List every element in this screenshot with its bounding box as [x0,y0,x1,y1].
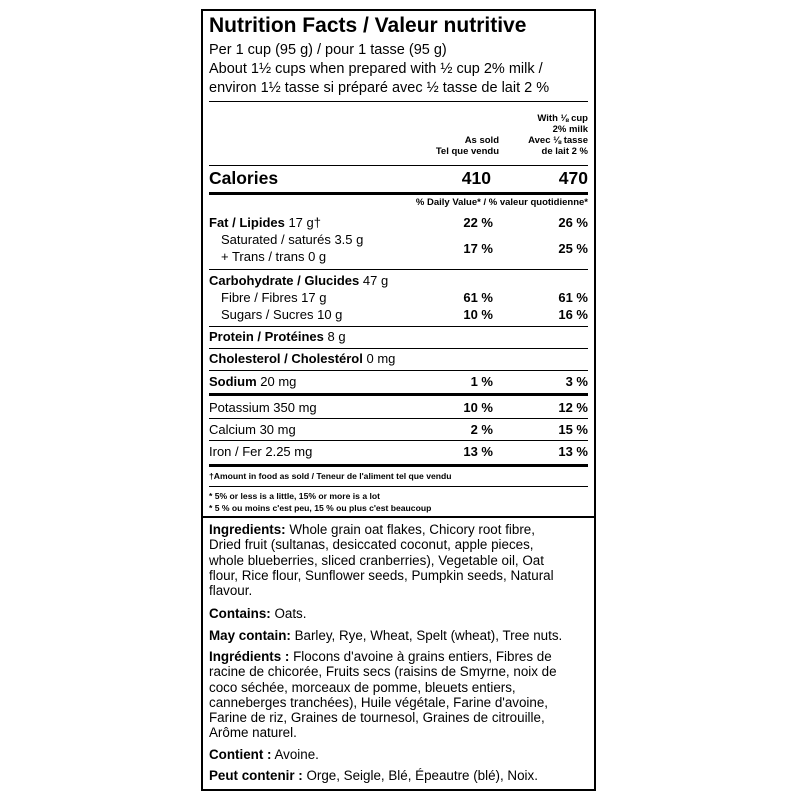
iron-as-sold-dv: 13 % [463,444,493,459]
sodium-amount: 20 mg [256,374,297,389]
sugars-label: Sugars / Sucres 10 g [221,307,343,322]
ingredients-fr-line: racine de chicorée, Fruits secs (raisins de Smyrne, noix de [209,664,557,680]
fat-row [209,214,588,231]
carbohydrate-label: Carbohydrate / Glucides [209,273,360,288]
section-border [203,516,594,518]
divider-thick [209,464,588,467]
calories-with-milk: 470 [558,168,588,188]
ingredients-fr-label: Ingrédients : [209,649,290,664]
calcium-as-sold-dv: 2 % [470,422,493,437]
fibre-as-sold-dv: 61 % [463,290,493,305]
nutrition-facts-panel [201,9,596,791]
iron-with-milk-dv: 13 % [558,444,588,459]
contains-line [209,606,586,621]
ingredients-en-line: flavour. [209,583,253,599]
fibre-row [209,289,588,306]
sat-trans-dv [209,240,588,257]
footnote-dagger: †Amount in food as sold / Teneur de l'aliment tel que vendu [209,471,452,481]
ingredients-en-label: Ingredients: [209,522,286,537]
with-milk-line: 2% milk [552,124,588,135]
ingredients-fr-line: Arôme naturel. [209,725,297,741]
sodium-as-sold-dv: 1 % [470,374,493,389]
column-header-as-sold [436,135,499,157]
calcium-row [209,421,588,438]
may-contain-text: Barley, Rye, Wheat, Spelt (wheat), Tree nuts. [290,628,563,643]
cholesterol-label: Cholesterol / Cholestérol [209,351,363,366]
may-contain-label: May contain: [209,628,291,643]
footnote-daily-value-en: * 5% or less is a little, 15% or more is a lot [209,491,380,501]
divider [209,326,588,327]
column-header-with-milk [528,113,588,157]
fat-with-milk-dv: 26 % [558,215,588,230]
potassium-row [209,399,588,416]
peut-contenir-label: Peut contenir : [209,768,303,783]
divider [209,418,588,419]
cholesterol-row [209,350,588,367]
calories-as-sold: 410 [461,168,491,188]
ingredients-en-line: Dried fruit (sultanas, desiccated coconut, apple pieces, [209,537,534,553]
fat-amount: 17 g† [284,215,321,230]
saturated-label: Saturated / saturés 3.5 g [221,232,364,247]
contains-text: Oats. [270,606,307,621]
contient-text: Avoine. [271,747,319,762]
ingredients-fr-line: coco séchée, morceaux de pomme, bleuets entiers, [209,679,516,695]
iron-row [209,443,588,460]
as-sold-fr: Tel que vendu [435,146,499,157]
ingredients-fr-line: Flocons d'avoine à grains entiers, Fibres de [289,649,552,664]
ingredients-fr-line: Farine de riz, Graines de tournesol, Graines de citrouille, [209,710,545,726]
with-milk-line: Avec ⅛ tasse [528,135,588,146]
panel-title: Nutrition Facts / Valeur nutritive [209,14,527,37]
carbohydrate-row [209,272,588,289]
contient-line [209,747,586,762]
divider [209,486,588,487]
cholesterol-amount: 0 mg [362,351,396,366]
ingredients-en-line: flour, Rice flour, Sunflower seeds, Pumpkin seeds, Natural [209,567,554,583]
contient-label: Contient : [209,747,272,762]
contains-label: Contains: [209,606,271,621]
may-contain-line [209,628,586,643]
divider [209,440,588,441]
sugars-row [209,306,588,323]
with-milk-line: de lait 2 % [541,146,588,157]
daily-value-header: % Daily Value* / % valeur quotidienne* [415,197,588,208]
potassium-with-milk-dv: 12 % [558,400,588,415]
divider [209,348,588,349]
with-milk-line: With ⅛ cup [537,113,588,124]
fibre-with-milk-dv: 61 % [558,290,588,305]
ingredients-fr [209,649,586,741]
calories-row [209,167,588,189]
fat-as-sold-dv: 22 % [463,215,493,230]
divider-thick [209,393,588,396]
sodium-with-milk-dv: 3 % [565,374,588,389]
prepared-serving-line-2: environ 1½ tasse si préparé avec ½ tasse de lait 2 % [209,80,550,96]
divider [209,165,588,166]
sat-trans-with-milk-dv: 25 % [558,241,588,256]
protein-amount: 8 g [323,329,346,344]
fat-label: Fat / Lipides [209,215,285,230]
divider [209,269,588,270]
sat-trans-as-sold-dv: 17 % [463,241,493,256]
trans-label: + Trans / trans 0 g [221,249,327,264]
as-sold-en: As sold [464,135,499,146]
peut-contenir-text: Orge, Seigle, Blé, Épeautre (blé), Noix. [302,768,538,783]
divider [209,370,588,371]
sodium-row [209,373,588,390]
ingredients-en [209,522,586,598]
calories-label: Calories [209,168,279,188]
ingredients-fr-line: canneberges tranchées), Huile végétale, Farine d'avoine, [209,694,549,710]
divider [209,101,588,102]
fibre-label: Fibre / Fibres 17 g [221,290,327,305]
potassium-label: Potassium 350 mg [209,400,317,415]
protein-label: Protein / Protéines [209,329,324,344]
sugars-with-milk-dv: 16 % [558,307,588,322]
sodium-label: Sodium [209,374,257,389]
calcium-with-milk-dv: 15 % [558,422,588,437]
ingredients-en-line: Whole grain oat flakes, Chicory root fibre, [285,522,535,537]
serving-size: Per 1 cup (95 g) / pour 1 tasse (95 g) [209,42,447,58]
iron-label: Iron / Fer 2.25 mg [209,444,313,459]
peut-contenir-line [209,768,586,783]
footnote-daily-value-fr: * 5 % ou moins c'est peu, 15 % ou plus c'est beaucoup [209,503,432,513]
ingredients-en-line: whole blueberries, sliced cranberries), Vegetable oil, Oat [209,552,544,568]
potassium-as-sold-dv: 10 % [463,400,493,415]
sugars-as-sold-dv: 10 % [463,307,493,322]
carbohydrate-amount: 47 g [359,273,389,288]
protein-row [209,328,588,345]
prepared-serving-line-1: About 1½ cups when prepared with ½ cup 2% milk / [209,61,543,77]
divider-thick [209,192,588,195]
calcium-label: Calcium 30 mg [209,422,296,437]
